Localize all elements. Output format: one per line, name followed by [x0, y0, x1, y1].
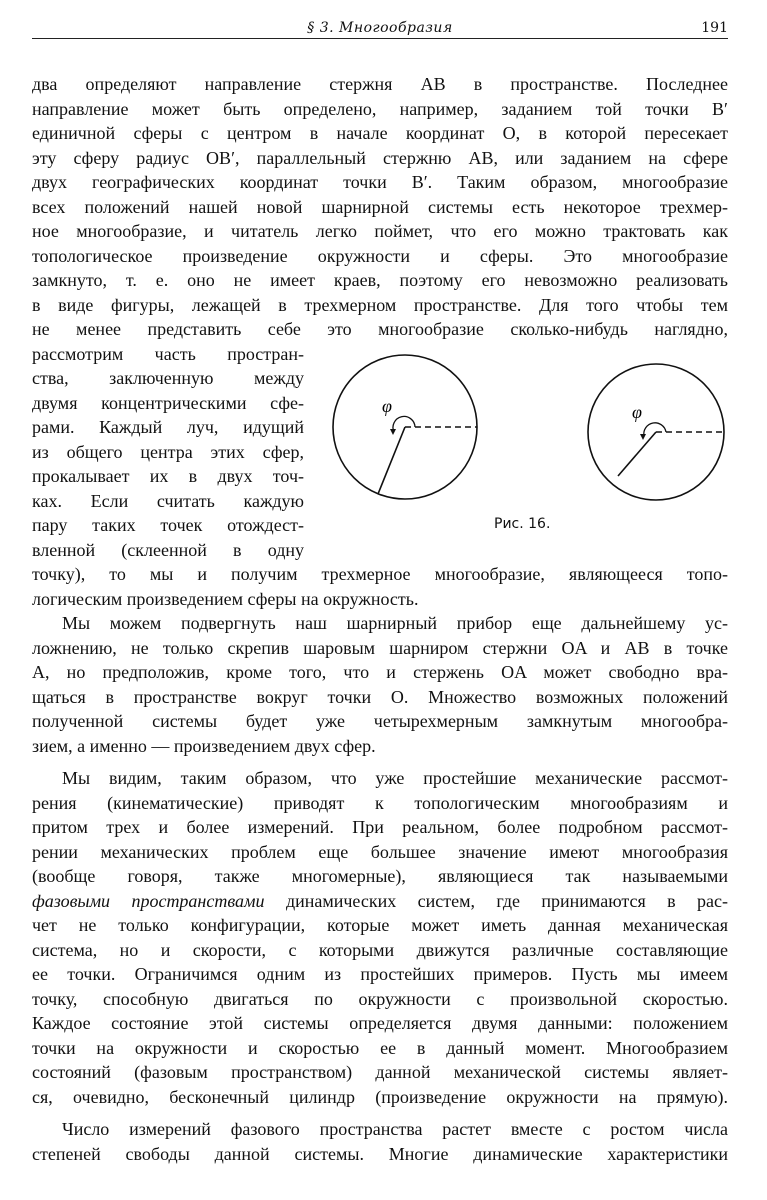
text-line: единичной сферы с центром в начале координат O, в которой пересекает — [32, 123, 728, 143]
paragraph-2 — [32, 611, 728, 758]
text-line: ся, очевидно, бесконечный цилиндр (произведение окружности на прямую). — [32, 1086, 728, 1107]
section-title: § 3. Многообразия — [307, 20, 453, 36]
text-line: прокалывает их в двух точ- — [32, 466, 304, 486]
left-radius-solid — [378, 427, 405, 494]
text-line: степеней свободы данной системы. Многие динамические характеристики — [32, 1143, 728, 1164]
text-line: полученной системы будет уже четырехмерным замкнутым многообра- — [32, 711, 728, 731]
text-line: ства, заключенную между — [32, 368, 304, 388]
text-line: замкнуто, т. е. оно не имеет краев, поэтому его невозможно реализовать — [32, 270, 728, 290]
text-line: эту сферу радиус OB′, параллельный стержню AB, или заданием на сфере — [32, 147, 728, 168]
text-fragment: динамических систем, где принимаются в рас- — [264, 890, 729, 911]
text-line: (вообще говоря, также многомерные), являющиеся так называемыми — [32, 866, 728, 886]
text-line: Мы можем подвергнуть наш шарнирный прибор еще дальнейшему ус- — [62, 613, 728, 633]
text-line: рассмотрим часть простран- — [32, 343, 304, 364]
text-line: точку, способную двигаться по окружности с произвольной скоростью. — [32, 988, 728, 1009]
text-line: Каждое состояние этой системы определяется двумя данными: положением — [32, 1013, 728, 1033]
text-line: рения (кинематические) приводят к топологическим многообразиям и — [32, 792, 728, 813]
text-line: точку), то мы и получим трехмерное многообразие, являющееся топо- — [32, 564, 728, 584]
text-line: Число измерений фазового пространства растет вместе с ростом числа — [62, 1119, 728, 1139]
text-line: двумя концентрическими сфе- — [32, 392, 304, 413]
body-text — [32, 72, 728, 1166]
text-line: вленной (склеенной в одну — [32, 539, 304, 560]
text-line: направление может быть определено, например, заданием той точки B′ — [32, 98, 728, 119]
text-line: в виде фигуры, лежащей в трехмерном пространстве. Для того чтобы тем — [32, 294, 728, 315]
text-line: чет не только конфигурации, которые может иметь данная механическая — [32, 915, 728, 935]
text-line: логическим произведением сферы на окружность. — [32, 588, 419, 609]
running-header — [32, 14, 728, 39]
figure-caption: Рис. 16. — [494, 516, 551, 532]
text-line: рами. Каждый луч, идущий — [32, 417, 304, 437]
paragraph-4 — [32, 1117, 728, 1166]
italic-term: фазовыми пространствами — [32, 890, 265, 911]
text-line: ное многообразие, и читатель легко поймет, что его можно трактовать как — [32, 221, 728, 241]
text-line: двух географических координат точки B′. Таким образом, многообразие — [32, 172, 728, 192]
right-radius-solid — [618, 432, 656, 476]
paragraph-3 — [32, 766, 728, 1109]
text-line: из общего центра этих сфер, — [32, 441, 304, 462]
text-line: ложнению, не только скрепив шаровым шарниром стержни OA и AB в точке — [32, 637, 728, 658]
page-number: 191 — [701, 20, 728, 36]
text-line: ках. Если считать каждую — [32, 490, 304, 511]
right-arc-arrowhead — [640, 434, 646, 440]
text-line: точки на окружности и скоростью ее в данный момент. Многообразием — [32, 1037, 728, 1058]
text-line: Мы видим, таким образом, что уже простейшие механические рассмот- — [62, 768, 728, 788]
text-line: не менее представить себе это многообразие сколько-нибудь наглядно, — [32, 319, 728, 339]
text-line: состояний (фазовым пространством) данной механической системы являет- — [32, 1062, 728, 1082]
text-line: система, но и скорости, с которыми движутся различные составляющие — [32, 939, 728, 960]
text-line: топологическое произведение окружности и сферы. Это многообразие — [32, 245, 728, 266]
text-line: притом трех и более измерений. При реальном, более подробном рассмот- — [32, 817, 728, 837]
text-line: два определяют направление стержня AB в пространстве. Последнее — [32, 74, 728, 94]
left-arc-arrowhead — [390, 429, 396, 435]
text-line: зием, а именно — произведением двух сфер. — [32, 735, 376, 756]
text-line: всех положений нашей новой шарнирной системы есть некоторое трехмер- — [32, 196, 728, 217]
figure-16 — [330, 352, 730, 552]
text-line: A, но предположив, кроме того, что и стержень OA может свободно вра- — [32, 662, 728, 682]
text-line: ее точки. Ограничимся одним из простейших примеров. Пусть мы имеем — [32, 964, 728, 984]
right-angle-label: φ — [632, 402, 642, 422]
text-line-with-term — [32, 889, 728, 914]
text-line: щаться в пространстве вокруг точки O. Множество возможных положений — [32, 686, 728, 707]
text-line: рении механических проблем еще большее значение имеют многообразия — [32, 841, 728, 862]
figure-16-drawing — [330, 352, 730, 512]
text-line: пару таких точек отождест- — [32, 515, 304, 535]
left-angle-label: φ — [382, 396, 392, 416]
